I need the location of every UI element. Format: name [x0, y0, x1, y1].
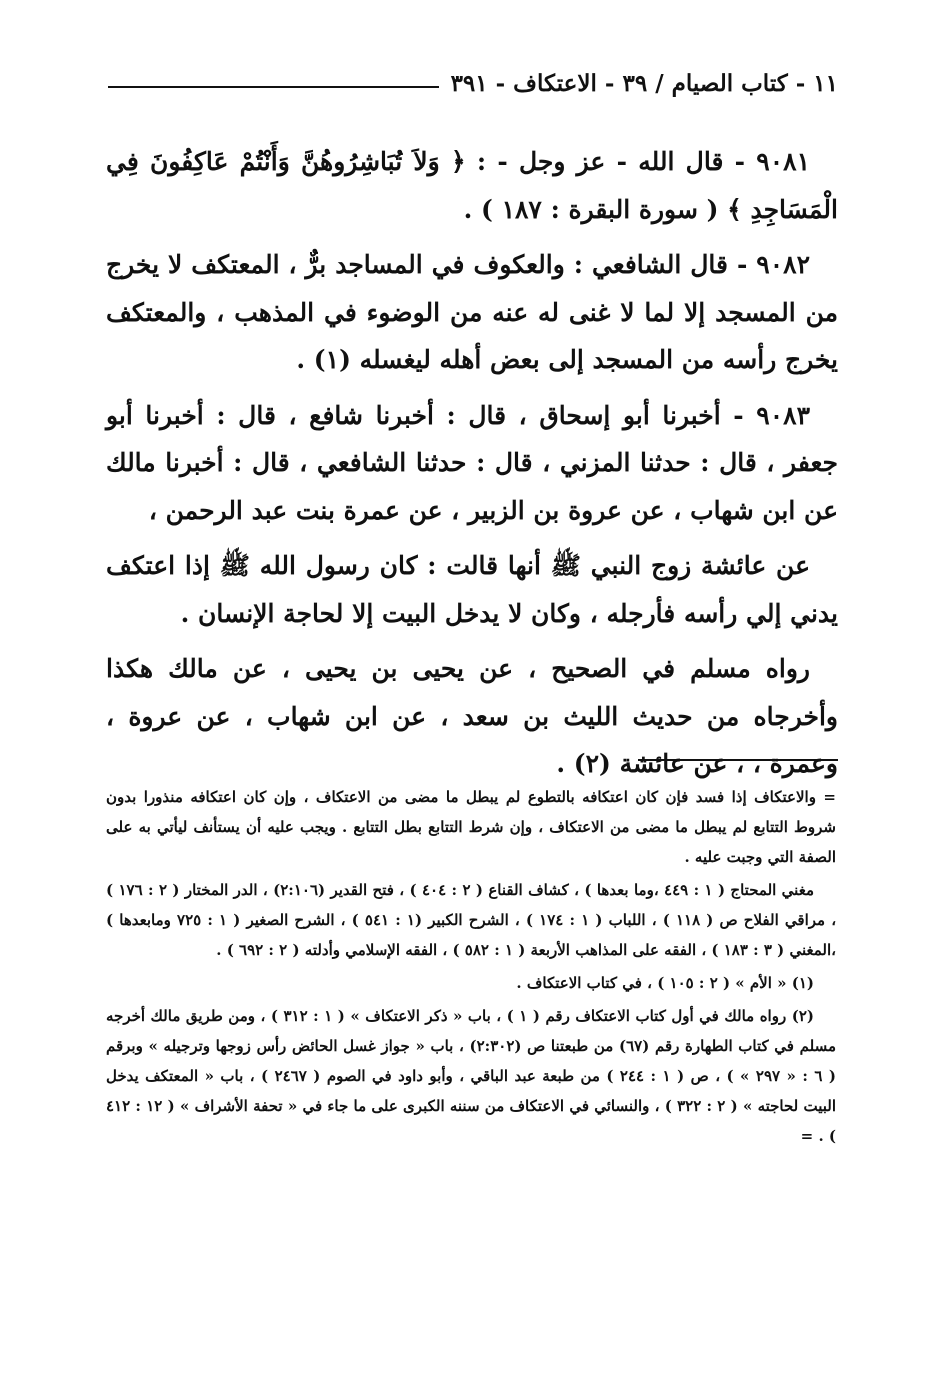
paragraph-9081: ٩٠٨١ - قال الله - عز وجل - : ﴿ وَلاَ تُبَاشِرُوهُنَّ وَأَنْتُمْ عَاكِفُونَ فِي الْمَسَاجِدِ ﴾ ( سورة البقرة : ١٨٧ ) . [106, 147, 838, 224]
running-header [108, 70, 838, 97]
paragraph-9082: ٩٠٨٢ - قال الشافعي : والعكوف في المساجد برٌّ ، المعتكف لا يخرج من المسجد إلا لما لا غنى له عنه من الوضوء في المذهب ، والمعتكف يخرج رأسه من المسجد إلى بعض أهله ليغسله (١) . [106, 250, 838, 374]
footnote-2: (٢) رواه مالك في أول كتاب الاعتكاف رقم ( ١ ) ، باب « ذكر الاعتكاف » ( ١ : ٣١٢ ) ، ومن طريق مالك أخرجه مسلم في كتاب الطهارة رقم (٦٧) من طبعتنا ص (٢:٣٠٢) ، باب « جواز غسل الحائض رأس زوجها وترجيله » وبرقم ( ٦ : « ٢٩٧ » ) ، ص ( ١ : ٢٤٤ ) من طبعة عبد الباقي ، وأبو داود في الصوم ( ٢٤٦٧ ) ، باب « المعتكف يدخل البيت لحاجته » ( ٢ : ٣٢٢ ) ، والنسائي في الاعتكاف من سننه الكبرى على ما جاء في « تحفة الأشراف » ( ١٢ : ٤١٢ ) . = [106, 1007, 837, 1145]
footnote-1: (١) « الأم » ( ٢ : ١٠٥ ) ، في كتاب الاعتكاف . [516, 974, 814, 992]
footnote-references: مغني المحتاج ( ١ : ٤٤٩ ،وما بعدها ) ، كشاف القناع ( ٢ : ٤٠٤ ) ، فتح القدير (٢:١٠٦) ، الدر المختار ( ٢ : ١٧٦ ) ، مراقي الفلاح ص ( ١١٨ ) ، اللباب ( ١ : ١٧٤ ) ، الشرح الكبير (١ : ٥٤١ ) ، الشرح الصغير ( ١ : ٧٢٥ ومابعدها ) ،المغني ( ٣ : ١٨٣ ) ، الفقه على المذاهب الأربعة ( ١ : ٥٨٢ ) ، الفقه الإسلامي وأدلته ( ٢ : ٦٩٢ ) . [106, 881, 837, 959]
paragraph-takhrij: رواه مسلم في الصحيح ، عن يحيى بن يحيى ، عن مالك هكذا وأخرجاه من حديث الليث بن سعد ، عن ابن شهاب ، عن عروة ، وعمرة ، ، عن عائشة (٢) . [106, 654, 838, 778]
footnote-continuation: = والاعتكاف إذا فسد فإن كان اعتكافه بالتطوع لم يبطل ما مضى من الاعتكاف ، وإن كان اعتكافه منذورا بدون شروط التتابع لم يبطل ما مضى من الاعتكاف ، وإن شرط التتابع بطل التتابع . ويجب عليه أن يستأنف ليأتي به على الصفة التي وجبت عليه . [106, 788, 836, 866]
header-rule [108, 86, 439, 88]
paragraph-hadith-text: عن عائشة زوج النبي ﷺ أنها قالت : كان رسول الله ﷺ إذا اعتكف يدني إلي رأسه فأرجله ، وكان لا يدخل البيت إلا لحاجة الإنسان . [106, 551, 838, 628]
paragraph-9083: ٩٠٨٣ - أخبرنا أبو إسحاق ، قال : أخبرنا شافع ، قال : أخبرنا أبو جعفر ، قال : حدثنا المزني ، قال : حدثنا الشافعي ، قال : أخبرنا مالك عن ابن شهاب ، عن عروة بن الزبير ، عن عمرة بنت عبد الرحمن ، [106, 400, 838, 525]
footnotes [106, 782, 836, 1154]
footnote-separator [638, 759, 838, 761]
main-text [106, 138, 838, 796]
running-title: ١١ - كتاب الصيام / ٣٩ - الاعتكاف - ٣٩١ [450, 70, 838, 97]
